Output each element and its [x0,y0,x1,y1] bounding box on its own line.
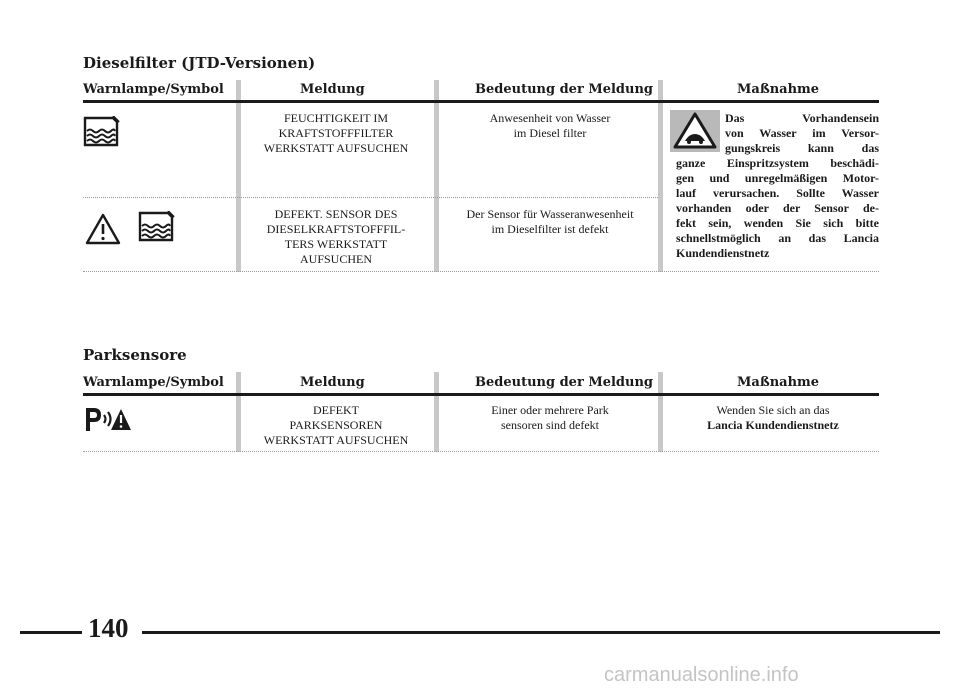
bedeutung-line: Anwesenheit von Wasser [489,111,611,125]
header-rule [83,393,879,396]
column-divider [434,372,439,452]
warning-triangle-icon [85,213,121,245]
header-massnahme: Maßnahme [737,375,820,390]
meldung-line: WERKSTATT AUFSUCHEN [263,141,409,155]
massnahme-line: schnellstmöglich an das Lancia [676,231,879,245]
section-title-parksensore: Parksensore [83,346,187,364]
bedeutung-cell [444,403,656,433]
bedeutung-line: sensoren sind defekt [501,418,599,432]
massnahme-line: Lancia Kundendienstnetz [707,418,839,432]
meldung-cell [246,207,426,267]
row-divider [83,197,658,198]
massnahme-line: lauf verursachen. Sollte Wasser [676,186,879,200]
watermark: carmanualsonline.info [604,664,799,686]
bedeutung-line: Einer oder mehrere Park [491,403,609,417]
column-divider [236,372,241,452]
massnahme-text-last [676,246,879,261]
header-massnahme: Maßnahme [737,82,820,97]
massnahme-line: Kundendienstnetz [676,246,770,260]
column-divider [434,80,439,272]
massnahme-line: ganze Einspritzsystem beschädi- [676,156,879,170]
bedeutung-line: Der Sensor für Wasseranwesenheit [466,207,634,221]
meldung-line: FEUCHTIGKEIT IM [283,111,389,125]
massnahme-line: fekt sein, wenden Sie sich bitte [676,216,879,230]
hazard-road-icon [670,110,720,152]
meldung-line: TERS WERKSTATT [284,237,388,251]
massnahme-text-top [725,111,879,156]
water-in-fuel-icon [138,211,178,243]
massnahme-line: gen und unregelmäßigen Motor- [676,171,879,185]
bedeutung-line: im Diesel filter [513,126,587,140]
water-in-fuel-icon [83,116,123,148]
header-meldung: Meldung [300,82,365,97]
meldung-cell [246,111,426,156]
meldung-line: PARKSENSOREN [289,418,383,432]
meldung-line: KRAFTSTOFFFILTER [278,126,394,140]
header-meldung: Meldung [300,375,365,390]
bedeutung-cell [444,207,656,237]
massnahme-line: Wenden Sie sich an das [716,403,830,417]
footer-rule-right [142,631,940,634]
meldung-line: DEFEKT [313,403,359,417]
bedeutung-cell [444,111,656,141]
header-rule [83,100,879,103]
header-bedeutung: Bedeutung der Meldung [475,82,654,97]
massnahme-cell [668,403,878,433]
massnahme-line: Das Vorhandensein [725,111,879,125]
section-title-dieselfilter: Dieselfilter (JTD-Versionen) [83,54,316,72]
park-sensor-warning-icon [83,405,133,433]
bedeutung-line: im Dieselfilter ist defekt [491,222,609,236]
row-divider [83,271,879,272]
massnahme-text-body [676,156,879,246]
column-divider [658,80,663,272]
massnahme-line: vorhanden oder der Sensor de- [676,201,879,215]
meldung-cell [246,403,426,448]
hazard-road-icon-box [670,110,720,152]
row-divider [83,451,879,452]
meldung-line: DIESELKRAFTSTOFFFIL- [266,222,406,236]
massnahme-line: von Wasser im Versor- [725,126,879,140]
page-number: 140 [88,613,129,643]
footer-rule-left [20,631,82,634]
header-symbol: Warnlampe/Symbol [83,82,224,97]
column-divider [658,372,663,452]
meldung-line: DEFEKT. SENSOR DES [274,207,398,221]
massnahme-line: gungskreis kann das [725,141,879,155]
column-divider [236,80,241,272]
header-bedeutung: Bedeutung der Meldung [475,375,654,390]
meldung-line: AUFSUCHEN [299,252,372,266]
meldung-line: WERKSTATT AUFSUCHEN [263,433,409,447]
header-symbol: Warnlampe/Symbol [83,375,224,390]
